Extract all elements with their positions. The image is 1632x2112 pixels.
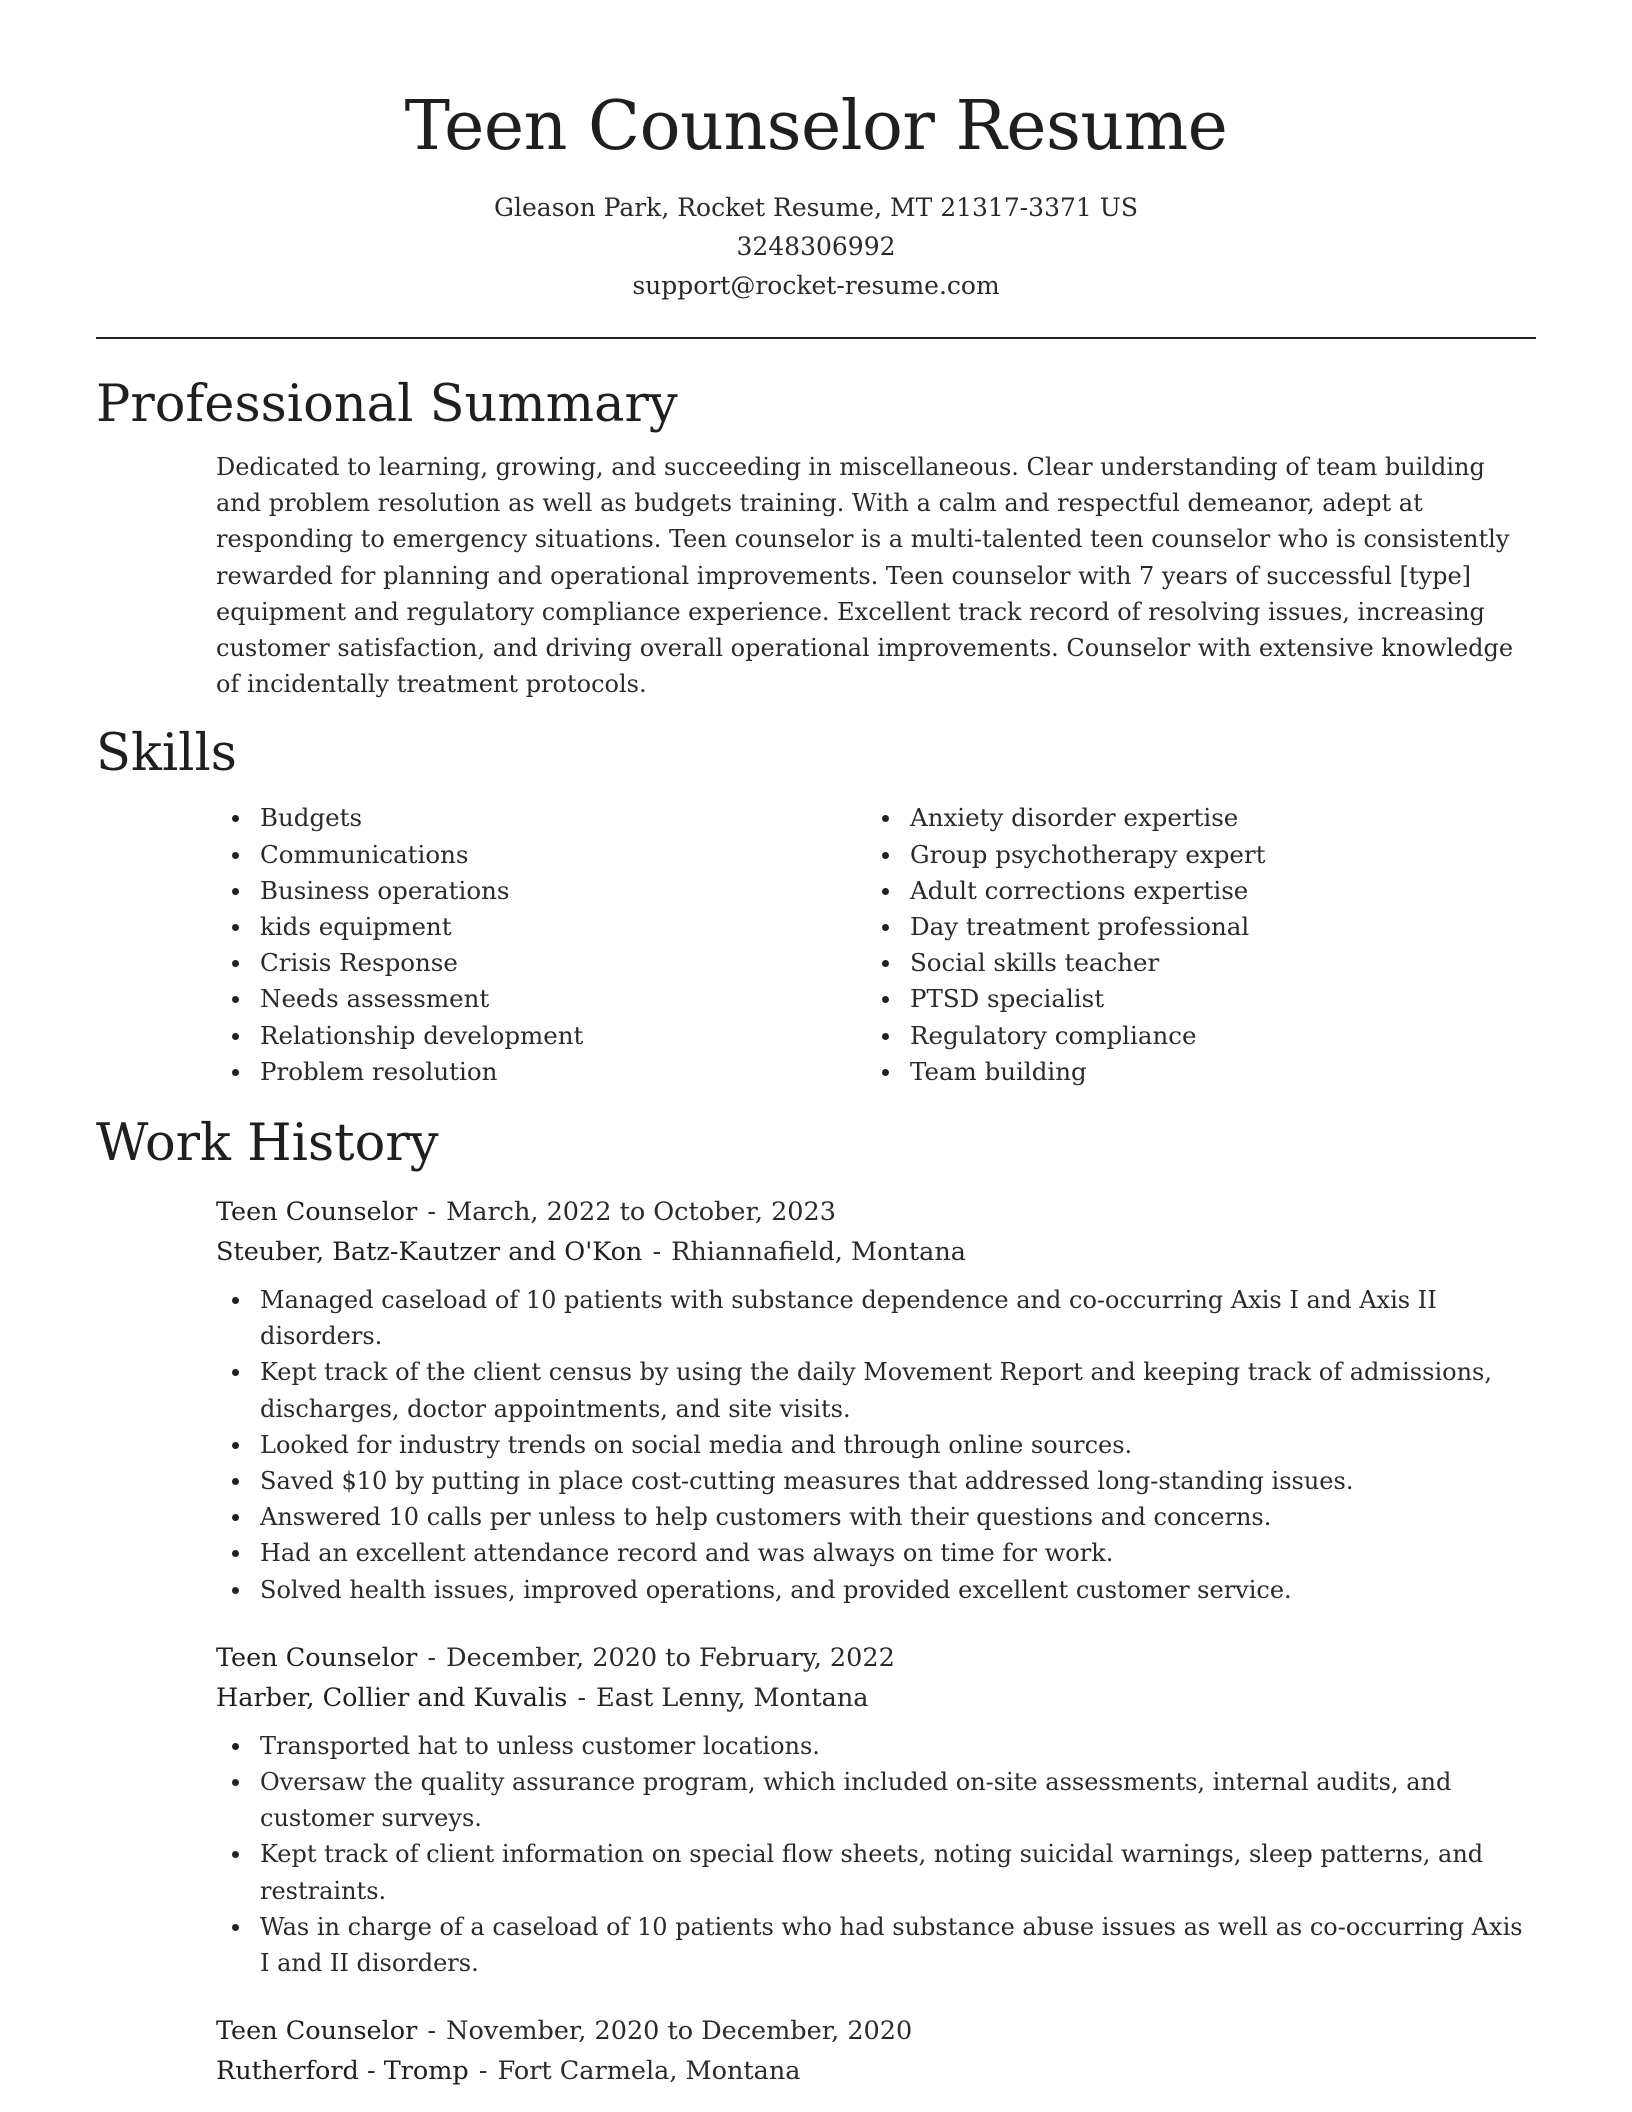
skill-item: Group psychotherapy expert <box>866 837 1516 873</box>
work-history-section <box>0 1112 1632 2091</box>
job-role-line: Teen Counselor - November, 2020 to December, 2020 <box>216 2016 913 2047</box>
job-dates: November, 2020 to December, 2020 <box>446 2016 913 2047</box>
work-history-heading: Work History <box>96 1114 439 1174</box>
duty-item: Saved $10 by putting in place cost-cutting measures that addressed long-standing issues. <box>216 1463 1536 1499</box>
duty-item: Was in charge of a caseload of 10 patients who had substance abuse issues as well as co-occurring Axis I and II disorders. <box>216 1909 1536 1981</box>
job-role-line: Teen Counselor - December, 2020 to February, 2022 <box>216 1642 895 1673</box>
skill-item: Adult corrections expertise <box>866 873 1516 909</box>
duty-item: Oversaw the quality assurance program, which included on-site assessments, internal audits, and customer surveys. <box>216 1764 1536 1836</box>
skill-item: Relationship development <box>216 1018 866 1054</box>
job-company: Steuber, Batz-Kautzer and O'Kon <box>216 1237 643 1268</box>
skill-item: Communications <box>216 837 866 873</box>
duty-item: Looked for industry trends on social media and through online sources. <box>216 1427 1536 1463</box>
header-divider <box>96 337 1536 339</box>
skill-item: Crisis Response <box>216 945 866 981</box>
job-role: Teen Counselor <box>216 1642 418 1673</box>
job-company: Harber, Collier and Kuvalis <box>216 1682 568 1713</box>
skill-item: Needs assessment <box>216 981 866 1017</box>
job-dates: December, 2020 to February, 2022 <box>446 1642 895 1673</box>
skill-item: Social skills teacher <box>866 945 1516 981</box>
duty-item: Transported hat to unless customer locations. <box>216 1728 1536 1764</box>
skill-item: Business operations <box>216 873 866 909</box>
skill-item: Regulatory compliance <box>866 1018 1516 1054</box>
skill-item: Day treatment professional <box>866 909 1516 945</box>
job-role: Teen Counselor <box>216 2016 418 2047</box>
job-company-line: Harber, Collier and Kuvalis - East Lenny, Montana <box>216 1682 869 1713</box>
contact-email: support@rocket-resume.com <box>632 271 1000 300</box>
summary-heading: Professional Summary <box>96 375 678 434</box>
job-location: Fort Carmela, Montana <box>497 2056 801 2087</box>
skill-item: Problem resolution <box>216 1054 866 1090</box>
job-entry <box>216 1192 1536 1608</box>
skill-item: Budgets <box>216 800 866 836</box>
job-dates: March, 2022 to October, 2023 <box>446 1197 836 1228</box>
resume-title: Teen Counselor Resume <box>404 87 1228 166</box>
skills-heading: Skills <box>96 724 237 784</box>
skill-item: Anxiety disorder expertise <box>866 800 1516 836</box>
job-location: East Lenny, Montana <box>596 1682 869 1713</box>
resume-header <box>0 0 1632 305</box>
duty-item: Kept track of client information on special flow sheets, noting suicidal warnings, sleep patterns, and restraints. <box>216 1836 1536 1908</box>
job-duties <box>216 1728 1536 1981</box>
duty-item: Managed caseload of 10 patients with substance dependence and co-occurring Axis I and Axis II disorders. <box>216 1282 1536 1354</box>
job-entry <box>216 1638 1536 1981</box>
job-duties <box>216 1282 1536 1608</box>
job-company-line: Rutherford - Tromp - Fort Carmela, Montana <box>216 2056 801 2087</box>
skill-item: Team building <box>866 1054 1516 1090</box>
duty-item: Had an excellent attendance record and was always on time for work. <box>216 1535 1536 1571</box>
skills-columns <box>216 800 1632 1090</box>
job-role: Teen Counselor <box>216 1197 418 1228</box>
duty-item: Solved health issues, improved operations, and provided excellent customer service. <box>216 1572 1536 1608</box>
skills-section <box>0 722 1632 1090</box>
job-location: Rhiannafield, Montana <box>671 1237 966 1268</box>
job-entry <box>216 2011 1536 2091</box>
job-role-line: Teen Counselor - March, 2022 to October, 2023 <box>216 1197 836 1228</box>
duty-item: Answered 10 calls per unless to help customers with their questions and concerns. <box>216 1499 1536 1535</box>
contact-address: Gleason Park, Rocket Resume, MT 21317-3371 US <box>494 193 1138 222</box>
job-company: Rutherford - Tromp <box>216 2056 469 2087</box>
skills-list-left <box>216 800 866 1090</box>
job-company-line: Steuber, Batz-Kautzer and O'Kon - Rhiannafield, Montana <box>216 1237 966 1268</box>
skill-item: PTSD specialist <box>866 981 1516 1017</box>
skills-list-right <box>866 800 1516 1090</box>
contact-block <box>0 188 1632 305</box>
contact-phone: 3248306992 <box>736 232 896 261</box>
skill-item: kids equipment <box>216 909 866 945</box>
summary-text: Dedicated to learning, growing, and succeeding in miscellaneous. Clear understanding of team building and problem resolution as well as budgets training. With a calm and respectful demeanor, adept at responding to emergency situations. Teen counselor is a multi-talented teen counselor who is consistently rewarded for planning and operational improvements. Teen counselor with 7 years of successful [type] equipment and regulatory compliance experience. Excellent track record of resolving issues, increasing customer satisfaction, and driving overall operational improvements. Counselor with extensive knowledge of incidentally treatment protocols. <box>216 453 1514 699</box>
duty-item: Kept track of the client census by using the daily Movement Report and keeping track of admissions, discharges, doctor appointments, and site visits. <box>216 1354 1536 1426</box>
summary-section <box>0 373 1632 702</box>
